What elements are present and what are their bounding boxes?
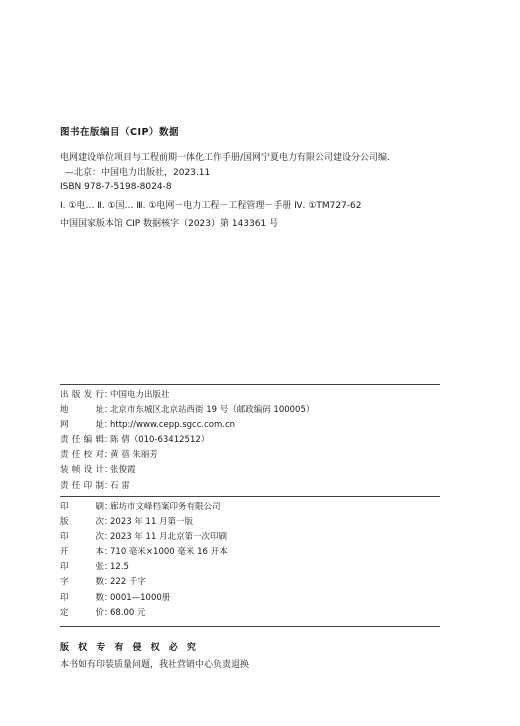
cip-line-isbn: ISBN 978-7-5198-8024-8: [60, 182, 172, 192]
row-label: 责任编辑: [60, 435, 104, 446]
row-value: http://www.cepp.sgcc.com.cn: [110, 420, 236, 431]
row-label: 定价: [60, 607, 104, 618]
row-value: 0001—1000册: [110, 592, 171, 603]
format-row: 开本 ： 710 毫米×1000 毫米 16 开本: [60, 545, 228, 560]
row-value: 陈 倩（010-63412512）: [110, 435, 210, 446]
row-label: 印次: [60, 532, 104, 543]
cip-data-section: [60, 124, 460, 232]
row-label: 开本: [60, 547, 104, 558]
row-label: 字数: [60, 577, 104, 588]
row-label: 出版发行: [60, 390, 104, 400]
rights-note: 本书如有印装质量问题，我社营销中心负责退换: [60, 660, 250, 670]
cip-line-title-author: 电网建设单位项目与工程前期一体化工作手册/国网宁夏电力有限公司建设分公司编.: [60, 153, 390, 163]
printer-row: 印刷 ： 廊坊市文峰档案印务有限公司: [60, 500, 228, 515]
designer-row: 装帧设计 ： 张俊霞: [60, 463, 314, 478]
row-value: 2023 年 11 月北京第一次印刷: [110, 532, 228, 543]
cip-line-record-number: 中国国家版本馆 CIP 数据核字（2023）第 143361 号: [60, 219, 279, 229]
row-label: 地址: [60, 405, 104, 416]
row-label: 装帧设计: [60, 465, 104, 476]
rights-section: [60, 640, 249, 673]
cip-title: 图书在版编目（CIP）数据: [60, 127, 179, 138]
row-value: 2023 年 11 月第一版: [110, 517, 194, 528]
edition-row: 版次 ： 2023 年 11 月第一版: [60, 515, 228, 530]
row-value: 68.00 元: [110, 607, 146, 618]
row-value: 710 毫米×1000 毫米 16 开本: [110, 547, 228, 558]
row-value: 北京市东城区北京站西街 19 号（邮政编码 100005）: [110, 405, 315, 416]
row-value: 黄 蓓 朱丽芳: [110, 450, 158, 461]
divider-middle: [60, 496, 440, 497]
publisher-row: 出版发行 ： 中国电力出版社: [60, 388, 314, 403]
print-run-row: 印数 ： 0001—1000册: [60, 591, 228, 606]
printing-info-block: [60, 500, 228, 621]
price-row: 定价 ： 68.00 元: [60, 606, 228, 621]
publisher-info-block: [60, 388, 314, 494]
divider-top: [60, 384, 440, 385]
row-label: 版次: [60, 517, 104, 528]
rights-title: 版 权 专 有 侵 权 必 究: [60, 643, 199, 653]
row-value: 石 雷: [110, 480, 130, 491]
row-value: 12.5: [110, 562, 129, 573]
editor-row: 责任编辑 ： 陈 倩（010-63412512）: [60, 433, 314, 448]
row-label: 印数: [60, 592, 104, 603]
print-supervisor-row: 责任印制 ： 石 雷: [60, 479, 314, 494]
proofreader-row: 责任校对 ： 黄 蓓 朱丽芳: [60, 448, 314, 463]
row-label: 责任印制: [60, 480, 104, 491]
row-value: 廊坊市文峰档案印务有限公司: [110, 502, 221, 512]
address-row: 地址 ： 北京市东城区北京站西街 19 号（邮政编码 100005）: [60, 403, 314, 418]
cip-line-classification: Ⅰ. ①电… Ⅱ. ①国… Ⅲ. ①电网－电力工程－工程管理－手册 Ⅳ. ①TM727-62: [60, 200, 362, 211]
row-label: 印张: [60, 562, 104, 573]
impression-row: 印次 ： 2023 年 11 月北京第一次印刷: [60, 530, 228, 545]
row-value: 222 千字: [110, 577, 146, 588]
divider-bottom: [60, 626, 440, 627]
row-label: 印刷: [60, 502, 104, 512]
cip-line-publisher: —北京：中国电力出版社，2023.11: [65, 167, 211, 178]
row-value: 中国电力出版社: [110, 390, 170, 400]
row-value: 张俊霞: [110, 465, 136, 476]
row-label: 网址: [60, 420, 104, 431]
website-row: 网址 ： http://www.cepp.sgcc.com.cn: [60, 418, 314, 433]
row-label: 责任校对: [60, 450, 104, 461]
word-count-row: 字数 ： 222 千字: [60, 575, 228, 590]
sheets-row: 印张 ： 12.5: [60, 560, 228, 575]
